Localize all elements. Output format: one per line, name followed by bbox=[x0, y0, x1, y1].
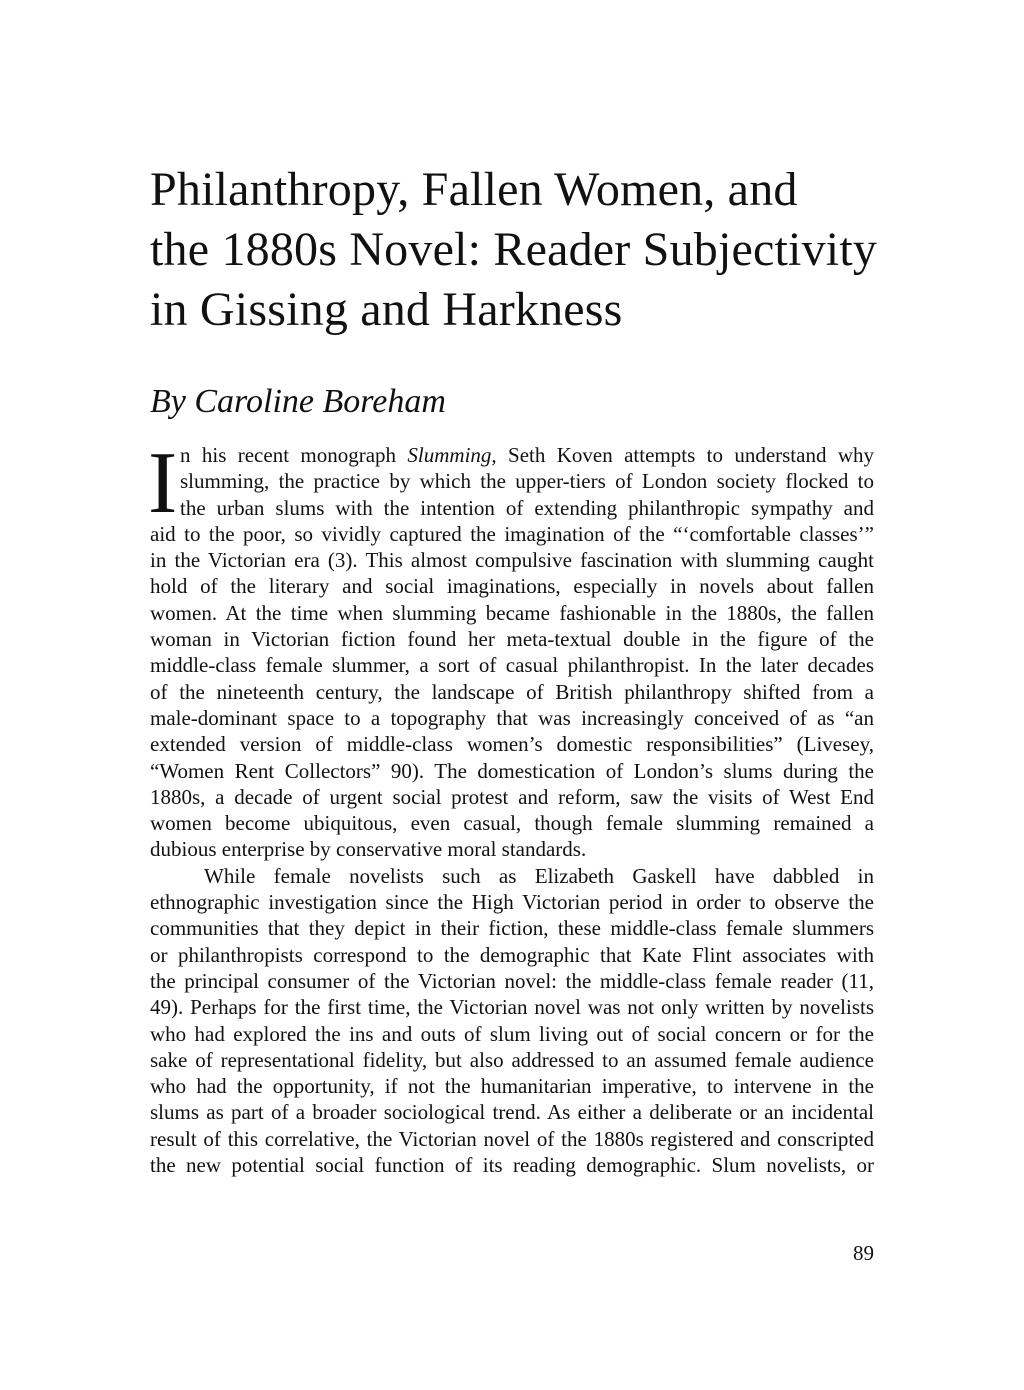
article-body bbox=[148, 435, 874, 1178]
text-line: hold of the literary and social imaginations, especially in novels about fallen bbox=[150, 574, 874, 599]
text-line: women. At the time when slumming became fashionable in the 1880s, the fallen bbox=[150, 600, 874, 625]
text-line: the new potential social function of its reading demographic. Slum novelists, or bbox=[150, 1153, 874, 1178]
text-line: result of this correlative, the Victorian novel of the 1880s registered and conscripted bbox=[150, 1126, 874, 1151]
text-line: slums as part of a broader sociological trend. As either a deliberate or an incidental bbox=[150, 1100, 874, 1125]
text-line: women become ubiquitous, even casual, though female slumming remained a bbox=[150, 811, 874, 836]
text-line: 49). Perhaps for the first time, the Victorian novel was not only written by novelists bbox=[150, 995, 874, 1020]
text-line: the principal consumer of the Victorian novel: the middle-class female reader (11, bbox=[150, 968, 874, 993]
drop-cap: I bbox=[148, 435, 178, 532]
text-line: the urban slums with the intention of extending philanthropic sympathy and bbox=[180, 495, 874, 520]
paragraph-2 bbox=[150, 863, 874, 1179]
text-line: n his recent monograph Slumming, Seth Koven attempts to understand why bbox=[180, 443, 874, 467]
text-line: sake of representational fidelity, but also addressed to an assumed female audience bbox=[150, 1047, 874, 1072]
text-line: in the Victorian era (3). This almost compulsive fascination with slumming caught bbox=[150, 548, 874, 573]
text-line: who had the opportunity, if not the humanitarian imperative, to intervene in the bbox=[150, 1074, 874, 1099]
text-line: ethnographic investigation since the High Victorian period in order to observe the bbox=[150, 890, 874, 915]
title-line: in Gissing and Harkness bbox=[150, 283, 623, 336]
text-line: extended version of middle-class women’s domestic responsibilities” (Livesey, bbox=[150, 732, 874, 757]
text-line: who had explored the ins and outs of slum living out of social concern or for the bbox=[150, 1021, 874, 1046]
article-title bbox=[150, 160, 890, 340]
text-line: middle-class female slummer, a sort of casual philanthropist. In the later decades bbox=[150, 653, 874, 678]
text-line: 1880s, a decade of urgent social protest and reform, saw the visits of West End bbox=[150, 784, 874, 809]
book-title-italic: Slumming, bbox=[407, 443, 497, 467]
paragraph-1 bbox=[148, 435, 874, 863]
text-line: or philanthropists correspond to the demographic that Kate Flint associates with bbox=[150, 942, 874, 967]
text-line: slumming, the practice by which the upper-tiers of London society flocked to bbox=[180, 469, 874, 494]
text-line: male-dominant space to a topography that was increasingly conceived of as “an bbox=[150, 705, 874, 730]
text-line: While female novelists such as Elizabeth Gaskell have dabbled in bbox=[204, 863, 874, 888]
text-line: “Women Rent Collectors” 90). The domestication of London’s slums during the bbox=[150, 758, 874, 783]
page-number: 89 bbox=[853, 1241, 874, 1265]
text-line: dubious enterprise by conservative moral standards. bbox=[150, 837, 587, 862]
text-line: of the nineteenth century, the landscape of British philanthropy shifted from a bbox=[150, 679, 874, 704]
title-line: Philanthropy, Fallen Women, and bbox=[150, 163, 798, 216]
author-byline: By Caroline Boreham bbox=[150, 383, 446, 420]
text-line: aid to the poor, so vividly captured the imagination of the “‘comfortable classes’” bbox=[150, 521, 874, 546]
title-line: the 1880s Novel: Reader Subjectivity bbox=[150, 223, 878, 276]
text-line: woman in Victorian fiction found her meta-textual double in the figure of the bbox=[150, 627, 874, 652]
text-line: communities that they depict in their fiction, these middle-class female slummers bbox=[150, 916, 874, 941]
